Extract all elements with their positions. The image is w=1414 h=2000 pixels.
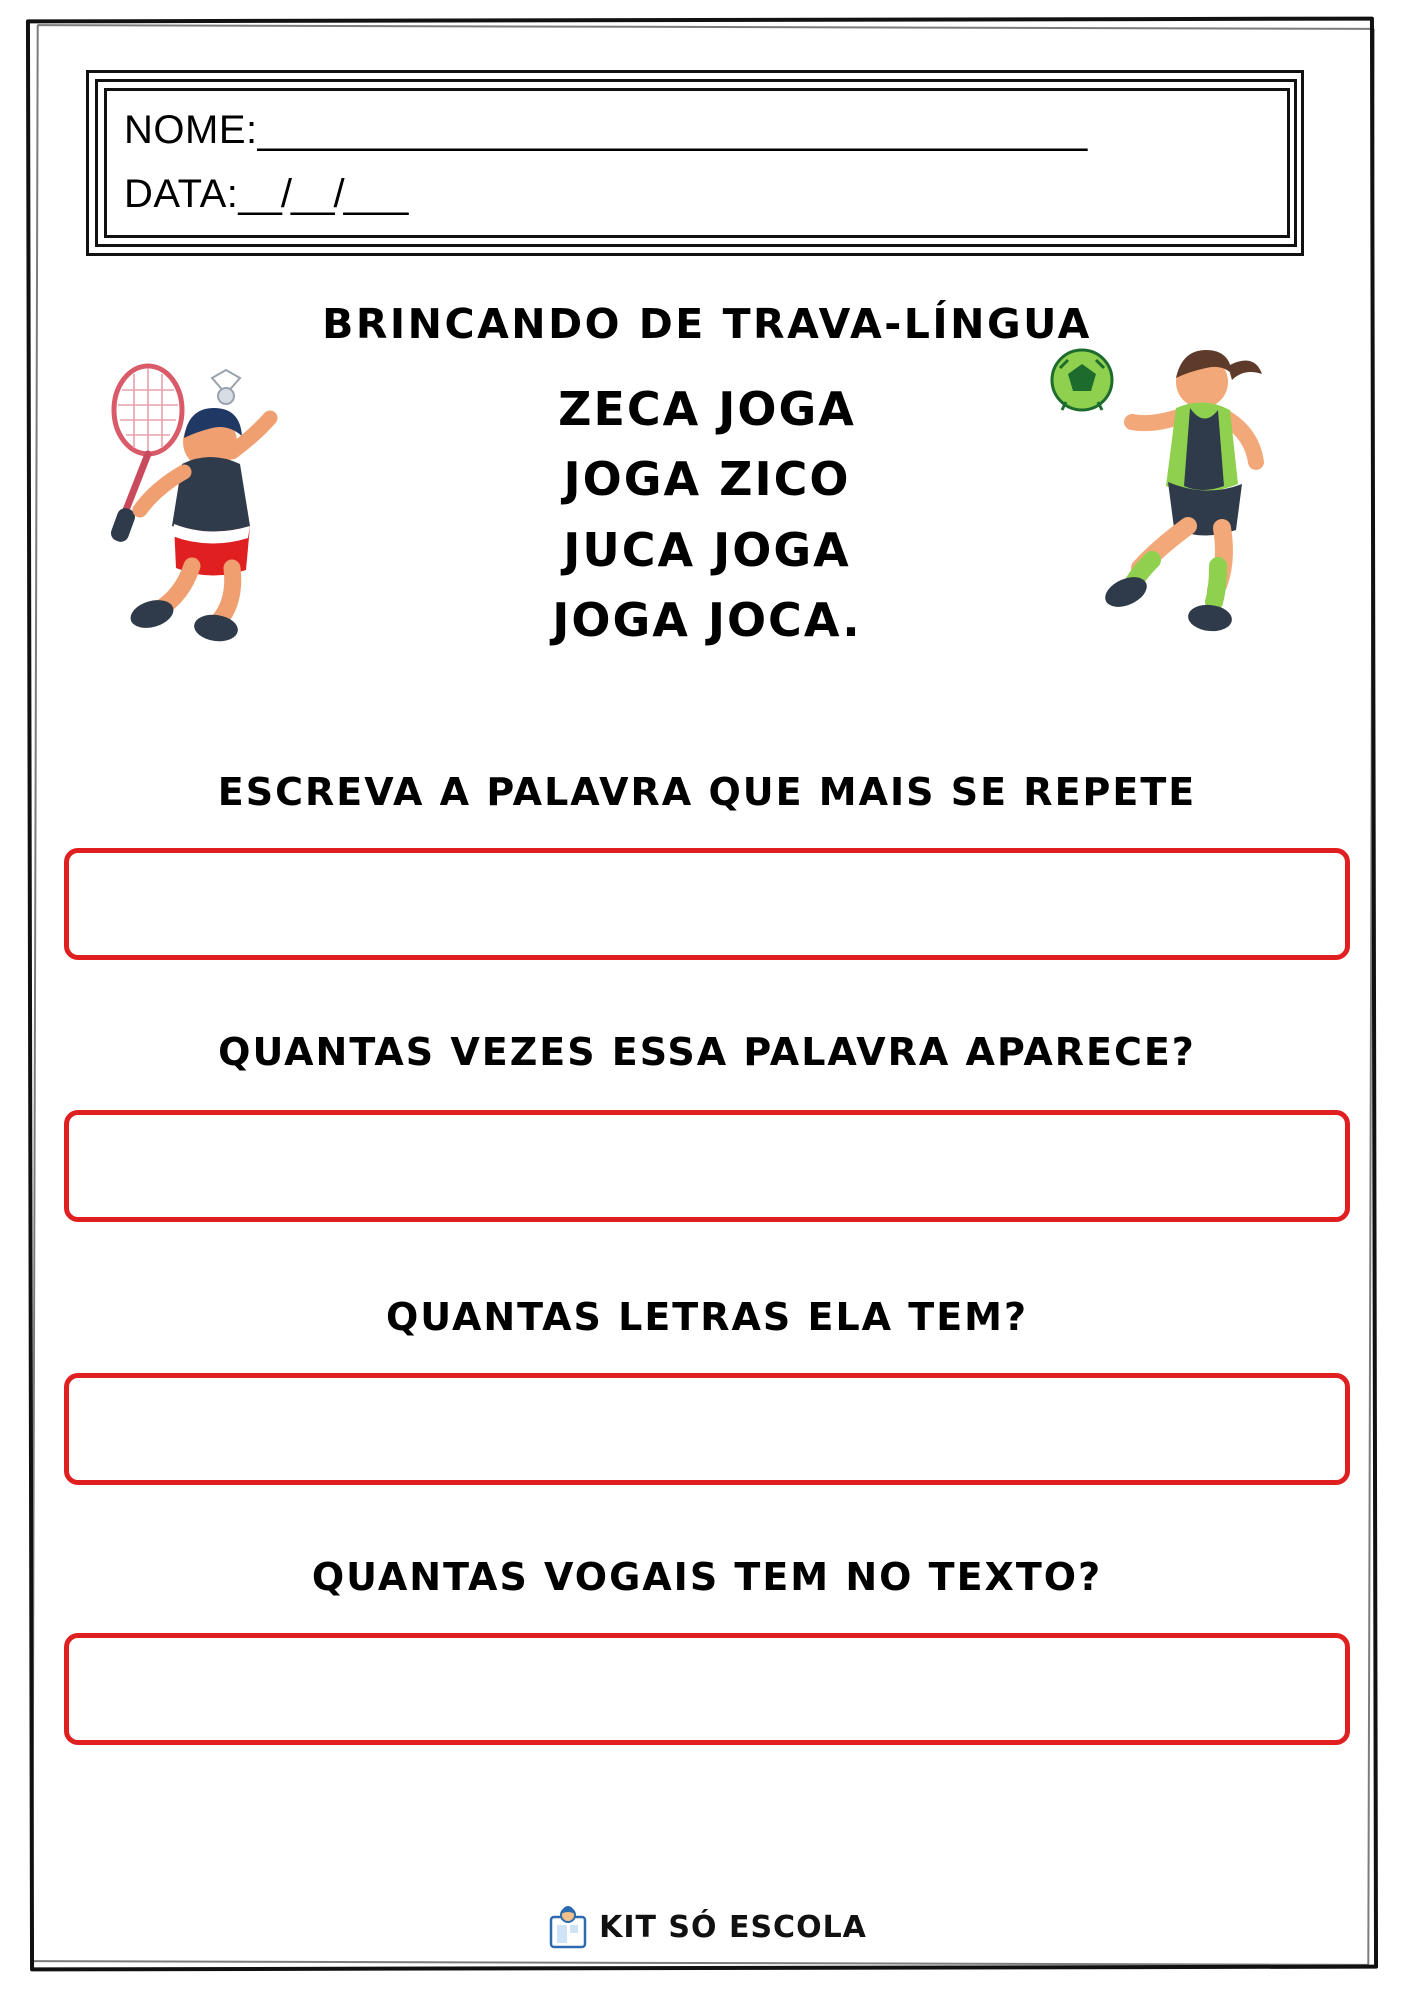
question-1-text: ESCREVA A PALAVRA QUE MAIS SE REPETE [217,770,1197,814]
date-writing-line: __/__/___ [238,172,408,216]
answer-box-4[interactable] [64,1633,1350,1745]
soccer-player-illustration [1030,330,1300,660]
name-field[interactable] [124,110,1086,150]
page-title: BRINCANDO DE TRAVA-LÍNGUA [322,300,1092,348]
footer-brand-label: KIT SÓ ESCOLA [599,1909,867,1945]
header-fields [124,96,1284,230]
date-field[interactable] [124,174,407,214]
question-4-text: QUANTAS VOGAIS TEM NO TEXTO? [311,1555,1103,1599]
name-label: NOME: [124,108,258,152]
name-writing-line: _______________________________________ [257,108,1087,152]
date-label: DATA: [124,172,239,216]
poem-line: JUCA JOGA [563,522,851,577]
school-logo-icon [547,1905,589,1949]
answer-box-3[interactable] [64,1373,1350,1485]
footer-brand [0,1905,1414,1949]
badminton-player-illustration [100,360,380,650]
question-2-text: QUANTAS VEZES ESSA PALAVRA APARECE? [218,1030,1196,1074]
poem-line: ZECA JOGA [558,382,856,436]
poem-line: JOGA JOCA. [552,592,862,647]
question-3-text: QUANTAS LETRAS ELA TEM? [385,1295,1029,1339]
answer-box-1[interactable] [64,848,1350,960]
poem-line: JOGA ZICO [563,452,851,507]
tongue-twister-text [407,382,1007,666]
answer-box-2[interactable] [64,1110,1350,1222]
